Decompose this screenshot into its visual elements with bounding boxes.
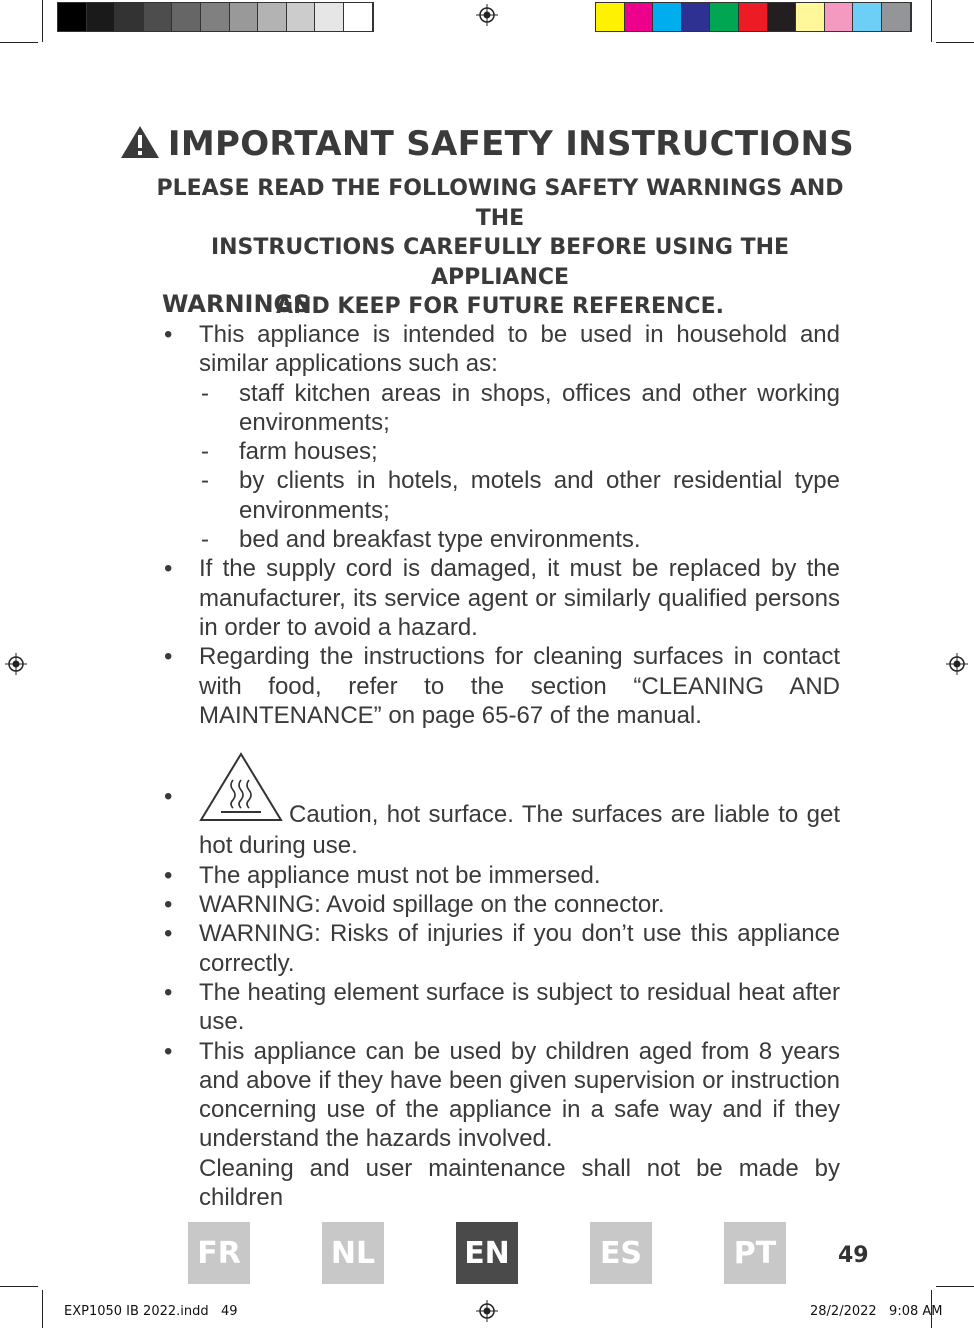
- color-swatch: [596, 3, 625, 31]
- color-swatch: [739, 3, 768, 31]
- hot-surface-icon: [199, 752, 283, 831]
- crop-mark: [936, 42, 974, 43]
- list-item: • Regarding the instructions for cleaning surfaces in contact with food, refer to the section “CLEANING AND MAINTENANCE” on page 65-67 of the manual.: [164, 643, 840, 729]
- gray-calibration-bar: [57, 2, 374, 32]
- title-text: IMPORTANT SAFETY INSTRUCTIONS: [167, 124, 855, 164]
- subtitle-line: PLEASE READ THE FOLLOWING SAFETY WARNINGS AND THE: [156, 176, 844, 231]
- color-swatch: [344, 3, 373, 31]
- color-swatch: [115, 3, 144, 31]
- registration-mark-icon: [5, 653, 27, 675]
- color-swatch: [144, 3, 173, 31]
- color-swatch: [230, 3, 259, 31]
- page-title: [0, 124, 974, 168]
- color-swatch: [710, 3, 739, 31]
- language-tab-fr[interactable]: FR: [188, 1222, 250, 1284]
- sub-list-item: - farm houses;: [201, 438, 378, 466]
- language-tab-nl[interactable]: NL: [322, 1222, 384, 1284]
- registration-mark-icon: [946, 653, 968, 675]
- registration-mark-icon: [476, 4, 498, 26]
- color-swatch: [172, 3, 201, 31]
- color-swatch: [653, 3, 682, 31]
- date-slug: 28/2/2022 9:08 AM: [810, 1304, 943, 1319]
- crop-mark: [0, 42, 38, 43]
- crop-mark: [42, 1290, 43, 1328]
- color-swatch: [625, 3, 654, 31]
- list-item: • This appliance is intended to be used in household and similar applications such as:: [164, 321, 840, 378]
- color-swatch: [315, 3, 344, 31]
- list-item: • WARNING: Avoid spillage on the connector.: [164, 891, 665, 919]
- color-calibration-bar: [595, 2, 912, 32]
- warnings-heading: WARNINGS: [162, 290, 311, 318]
- list-item: • Caution, hot surface. The surfaces are liable to get hot during use.: [162, 752, 840, 861]
- sub-list-item: - staff kitchen areas in shops, offices and other working environments;: [201, 379, 840, 436]
- list-item: • This appliance can be used by children aged from 8 years and above if they have been given supervision or instruction concerning use of the appliance in a safe way and if they understand the hazards involved.: [164, 1037, 840, 1153]
- color-swatch: [201, 3, 230, 31]
- list-item: • The appliance must not be immersed.: [164, 861, 601, 889]
- list-item: • If the supply cord is damaged, it must be replaced by the manufacturer, its service agent or similarly qualified persons in order to avoid a hazard.: [164, 555, 840, 641]
- list-item: • The heating element surface is subject to residual heat after use.: [164, 978, 840, 1036]
- warnings-list: [162, 320, 840, 1212]
- registration-mark-icon: [476, 1300, 498, 1322]
- color-swatch: [825, 3, 854, 31]
- color-swatch: [87, 3, 116, 31]
- page-number: 49: [838, 1243, 869, 1268]
- sub-list-item: - by clients in hotels, motels and other residential type environments;: [201, 467, 840, 524]
- subtitle-line: INSTRUCTIONS CAREFULLY BEFORE USING THE APPLIANCE: [210, 235, 790, 290]
- list-item: • WARNING: Risks of injuries if you don’t use this appliance correctly.: [164, 920, 840, 977]
- language-tab-pt[interactable]: PT: [724, 1222, 786, 1284]
- color-swatch: [58, 3, 87, 31]
- crop-mark: [0, 1286, 38, 1287]
- color-swatch: [768, 3, 797, 31]
- crop-mark: [42, 0, 43, 42]
- color-swatch: [287, 3, 316, 31]
- color-swatch: [682, 3, 711, 31]
- sub-list-item: - bed and breakfast type environments.: [201, 526, 641, 554]
- color-swatch: [796, 3, 825, 31]
- crop-mark: [931, 0, 932, 42]
- color-swatch: [258, 3, 287, 31]
- warning-triangle-icon: [120, 125, 160, 168]
- subtitle-line: AND KEEP FOR FUTURE REFERENCE.: [276, 294, 724, 319]
- continuation-text: Cleaning and user maintenance shall not be made by children: [199, 1154, 840, 1212]
- language-tab-en[interactable]: EN: [456, 1222, 518, 1284]
- crop-mark: [936, 1286, 974, 1287]
- color-swatch: [853, 3, 882, 31]
- language-tab-es[interactable]: ES: [590, 1222, 652, 1284]
- file-slug: EXP1050 IB 2022.indd 49: [64, 1304, 238, 1319]
- color-swatch: [882, 3, 911, 31]
